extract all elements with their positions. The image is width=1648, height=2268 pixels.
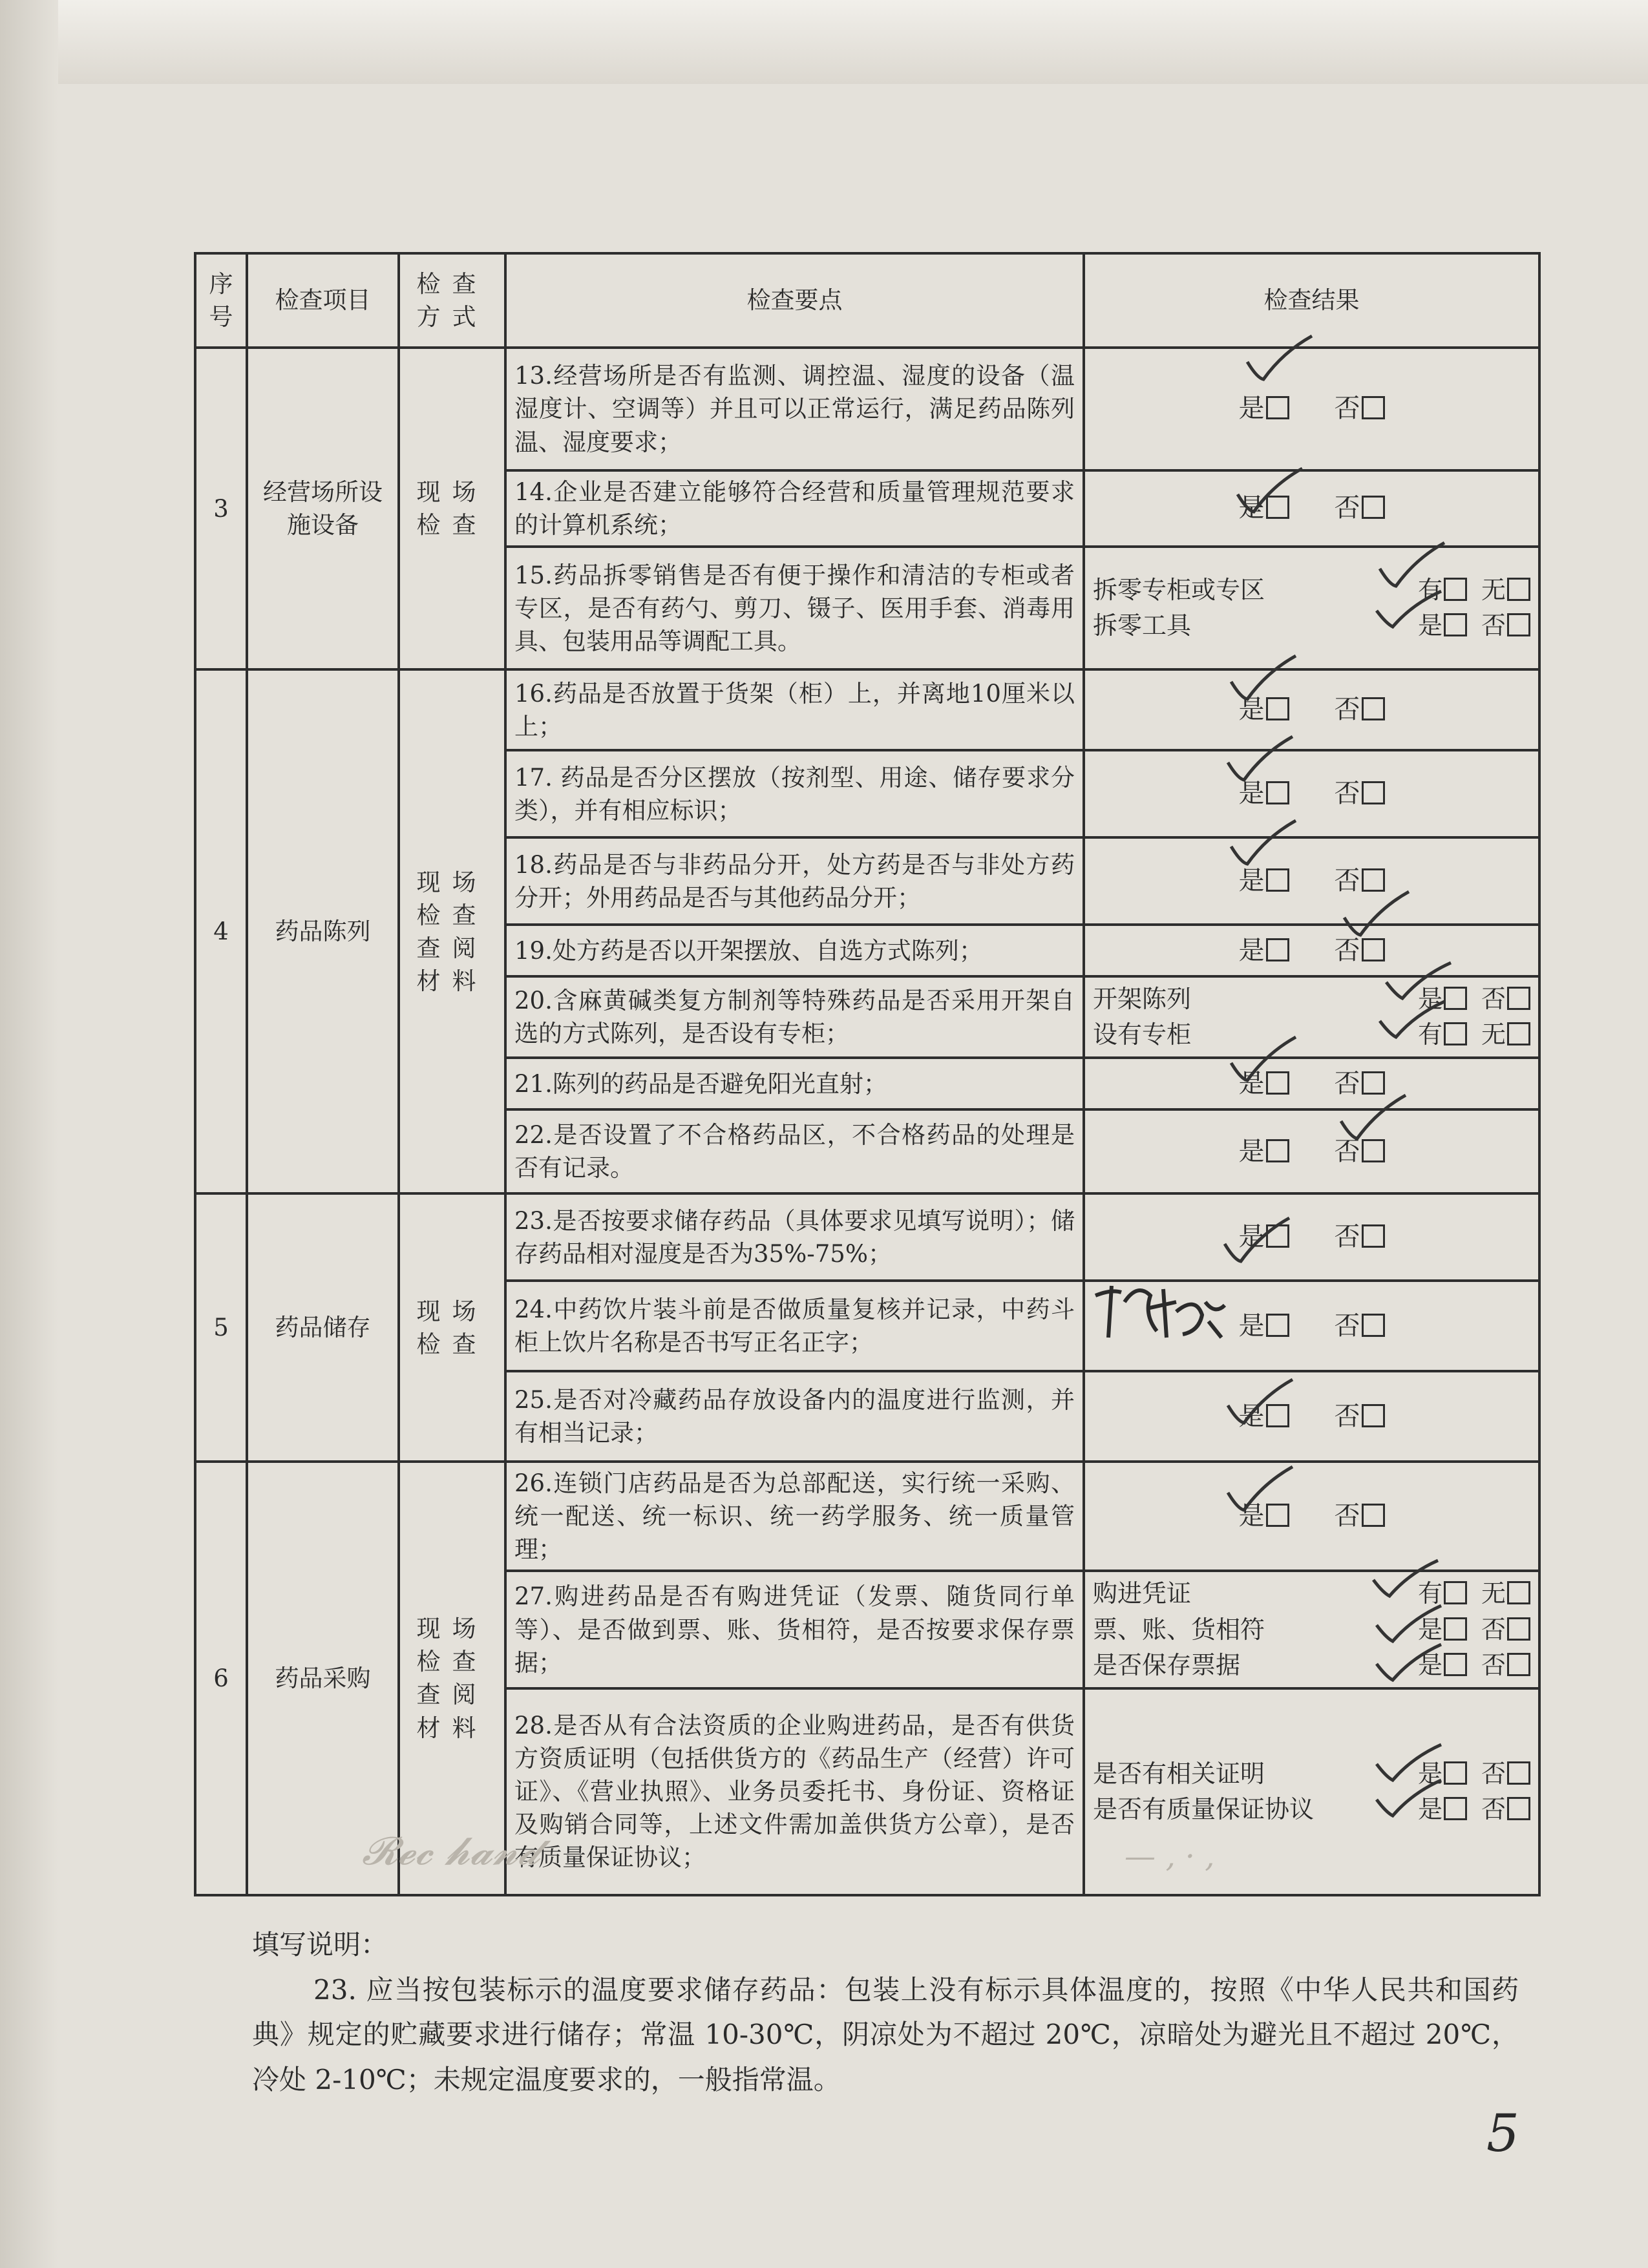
- checkbox[interactable]: [1507, 613, 1530, 636]
- checkbox-yes[interactable]: [1266, 1314, 1289, 1337]
- check-point: 13.经营场所是否有监测、调控温、湿度的设备（温湿度计、空调等）并且可以正常运行，满足药品陈列温、湿度要求；: [505, 348, 1084, 470]
- check-point: 15.药品拆零销售是否有便于操作和清洁的专柜或者专区，是否有药勺、剪刀、镊子、医用手套、消毒用具、包装用品等调配工具。: [505, 547, 1084, 669]
- check-result: 是 否: [1084, 837, 1539, 925]
- check-result: 是 否: [1084, 1193, 1539, 1281]
- checkbox-no[interactable]: [1362, 697, 1385, 720]
- header-result: 检查结果: [1084, 253, 1539, 348]
- notes-body: 23. 应当按包装标示的温度要求储存药品：包装上没有标示具体温度的，按照《中华人民共和国药典》规定的贮藏要求进行储存；常温 10-30℃，阴凉处为不超过 20℃，凉暗处为避光且不超过 20℃，冷处 2-10℃；未规定温度要求的，一般指常温。: [252, 1973, 1519, 2096]
- bleed-through-handwriting: 𝓡𝓮𝓬 𝓱𝓪𝓷𝓭: [362, 1829, 541, 1874]
- check-result: 是 否: [1084, 1058, 1539, 1109]
- check-point: 19.处方药是否以开架摆放、自选方式陈列；: [505, 925, 1084, 976]
- checkbox-yes[interactable]: [1266, 496, 1289, 519]
- check-point: 21.陈列的药品是否避免阳光直射；: [505, 1058, 1084, 1109]
- checkbox[interactable]: [1507, 1797, 1530, 1820]
- checkbox-yes[interactable]: [1266, 396, 1289, 419]
- check-point: 28.是否从有合法资质的企业购进药品，是否有供货方资质证明（包括供货方的《药品生产（经营）许可证》、《营业执照》、业务员委托书、身份证、资格证及购销合同等，上述文件需加盖供货方公章），是否有质量保证协议；: [505, 1688, 1084, 1895]
- check-result: 是 否: [1084, 470, 1539, 547]
- checkbox-no[interactable]: [1362, 938, 1385, 961]
- header-seq: 序号: [195, 253, 247, 348]
- check-point: 23.是否按要求储存药品（具体要求见填写说明）；储存药品相对湿度是否为35%-75%；: [505, 1193, 1084, 1281]
- handwritten-signature: [1086, 1276, 1228, 1347]
- page-number: 5: [1486, 2103, 1519, 2163]
- checkbox[interactable]: [1507, 1581, 1530, 1604]
- checkbox[interactable]: [1444, 1797, 1467, 1820]
- table-header-row: [195, 253, 1539, 348]
- section-seq: 6: [195, 1462, 247, 1895]
- checkbox[interactable]: [1444, 1022, 1467, 1045]
- fill-instructions: [252, 1922, 1519, 2103]
- check-point: 17. 药品是否分区摆放（按剂型、用途、储存要求分类），并有相应标识；: [505, 750, 1084, 837]
- checkbox[interactable]: [1444, 987, 1467, 1010]
- checkbox-yes[interactable]: [1266, 697, 1289, 720]
- check-point: 24.中药饮片装斗前是否做质量复核并记录，中药斗柜上饮片名称是否书写正名正字；: [505, 1281, 1084, 1371]
- checkbox-no[interactable]: [1362, 1224, 1385, 1248]
- check-result: 是 否: [1084, 669, 1539, 750]
- checkbox[interactable]: [1507, 1022, 1530, 1045]
- checkbox-no[interactable]: [1362, 1504, 1385, 1527]
- checkbox[interactable]: [1507, 1653, 1530, 1676]
- section-item: 药品采购: [247, 1462, 399, 1895]
- check-result: 购进凭证 有 无 票、账、货相符 是 否 是否保存票据 是 否: [1084, 1571, 1539, 1688]
- table-row: [195, 348, 1539, 470]
- checkbox-no[interactable]: [1362, 868, 1385, 892]
- paper-top-edge: [0, 0, 1648, 84]
- check-point: 14.企业是否建立能够符合经营和质量管理规范要求的计算机系统；: [505, 470, 1084, 547]
- checkbox-yes[interactable]: [1266, 1071, 1289, 1095]
- table-row: [195, 1193, 1539, 1281]
- check-result: 是 否: [1084, 348, 1539, 470]
- paper-left-shadow: [0, 0, 58, 2268]
- check-point: 27.购进药品是否有购进凭证（发票、随货同行单等）、是否做到票、账、货相符，是否按要求保存票据；: [505, 1571, 1084, 1688]
- checkbox-no[interactable]: [1362, 1314, 1385, 1337]
- checkbox-yes[interactable]: [1266, 868, 1289, 892]
- checkbox-yes[interactable]: [1266, 1139, 1289, 1162]
- section-method: 现场检查: [399, 348, 505, 669]
- check-result: 是 否: [1084, 1371, 1539, 1462]
- inspection-table: [194, 252, 1541, 1896]
- check-point: 20.含麻黄碱类复方制剂等特殊药品是否采用开架自选的方式陈列，是否设有专柜；: [505, 976, 1084, 1058]
- section-seq: 4: [195, 669, 247, 1193]
- check-result: 是 否: [1084, 1462, 1539, 1571]
- checkbox-yes[interactable]: [1266, 1224, 1289, 1248]
- check-point: 16.药品是否放置于货架（柜）上，并离地10厘米以上；: [505, 669, 1084, 750]
- check-point: 18.药品是否与非药品分开，处方药是否与非处方药分开；外用药品是否与其他药品分开；: [505, 837, 1084, 925]
- table-row: [195, 669, 1539, 750]
- checkbox[interactable]: [1444, 1581, 1467, 1604]
- checkbox-yes[interactable]: [1266, 781, 1289, 804]
- check-result: 是 否: [1084, 1109, 1539, 1193]
- check-point: 26.连锁门店药品是否为总部配送，实行统一采购、统一配送、统一标识、统一药学服务、统一质量管理；: [505, 1462, 1084, 1571]
- checkbox[interactable]: [1507, 1617, 1530, 1641]
- checkbox-no[interactable]: [1362, 396, 1385, 419]
- section-item: 药品陈列: [247, 669, 399, 1193]
- checkbox[interactable]: [1444, 578, 1467, 601]
- checkbox[interactable]: [1507, 578, 1530, 601]
- checkbox-yes[interactable]: [1266, 1504, 1289, 1527]
- checkbox-yes[interactable]: [1266, 938, 1289, 961]
- table-row: [195, 1462, 1539, 1571]
- bleed-through-handwriting: — ‚ · ,: [1125, 1838, 1215, 1874]
- checkbox[interactable]: [1444, 1761, 1467, 1785]
- check-result: 拆零专柜或专区 有 无 拆零工具 是 否: [1084, 547, 1539, 669]
- check-result: 开架陈列 是 否 设有专柜 有 无: [1084, 976, 1539, 1058]
- checkbox[interactable]: [1507, 987, 1530, 1010]
- checkbox-yes[interactable]: [1266, 1404, 1289, 1427]
- header-method: 检查方式: [399, 253, 505, 348]
- checkbox[interactable]: [1444, 1617, 1467, 1641]
- check-result: 是 否: [1084, 750, 1539, 837]
- notes-title: 填写说明：: [252, 1929, 388, 1960]
- checkbox[interactable]: [1444, 1653, 1467, 1676]
- checkbox[interactable]: [1507, 1761, 1530, 1785]
- section-item: 药品储存: [247, 1193, 399, 1462]
- section-method: 现场检查查阅材料: [399, 1462, 505, 1895]
- check-result: 是 否: [1084, 1281, 1539, 1371]
- check-result: 是否有相关证明 是 否 是否有质量保证协议 是 否: [1084, 1688, 1539, 1895]
- section-method: 现场检查查阅材料: [399, 669, 505, 1193]
- checkbox[interactable]: [1444, 613, 1467, 636]
- check-point: 25.是否对冷藏药品存放设备内的温度进行监测，并有相当记录；: [505, 1371, 1084, 1462]
- section-item: 经营场所设施设备: [247, 348, 399, 669]
- header-item: 检查项目: [247, 253, 399, 348]
- check-point: 22.是否设置了不合格药品区，不合格药品的处理是否有记录。: [505, 1109, 1084, 1193]
- checkbox-no[interactable]: [1362, 1139, 1385, 1162]
- section-method: 现场检查: [399, 1193, 505, 1462]
- checkbox-no[interactable]: [1362, 1404, 1385, 1427]
- checkbox-no[interactable]: [1362, 781, 1385, 804]
- section-seq: 5: [195, 1193, 247, 1462]
- checkbox-no[interactable]: [1362, 496, 1385, 519]
- header-point: 检查要点: [505, 253, 1084, 348]
- checkbox-no[interactable]: [1362, 1071, 1385, 1095]
- section-seq: 3: [195, 348, 247, 669]
- check-result: 是 否: [1084, 925, 1539, 976]
